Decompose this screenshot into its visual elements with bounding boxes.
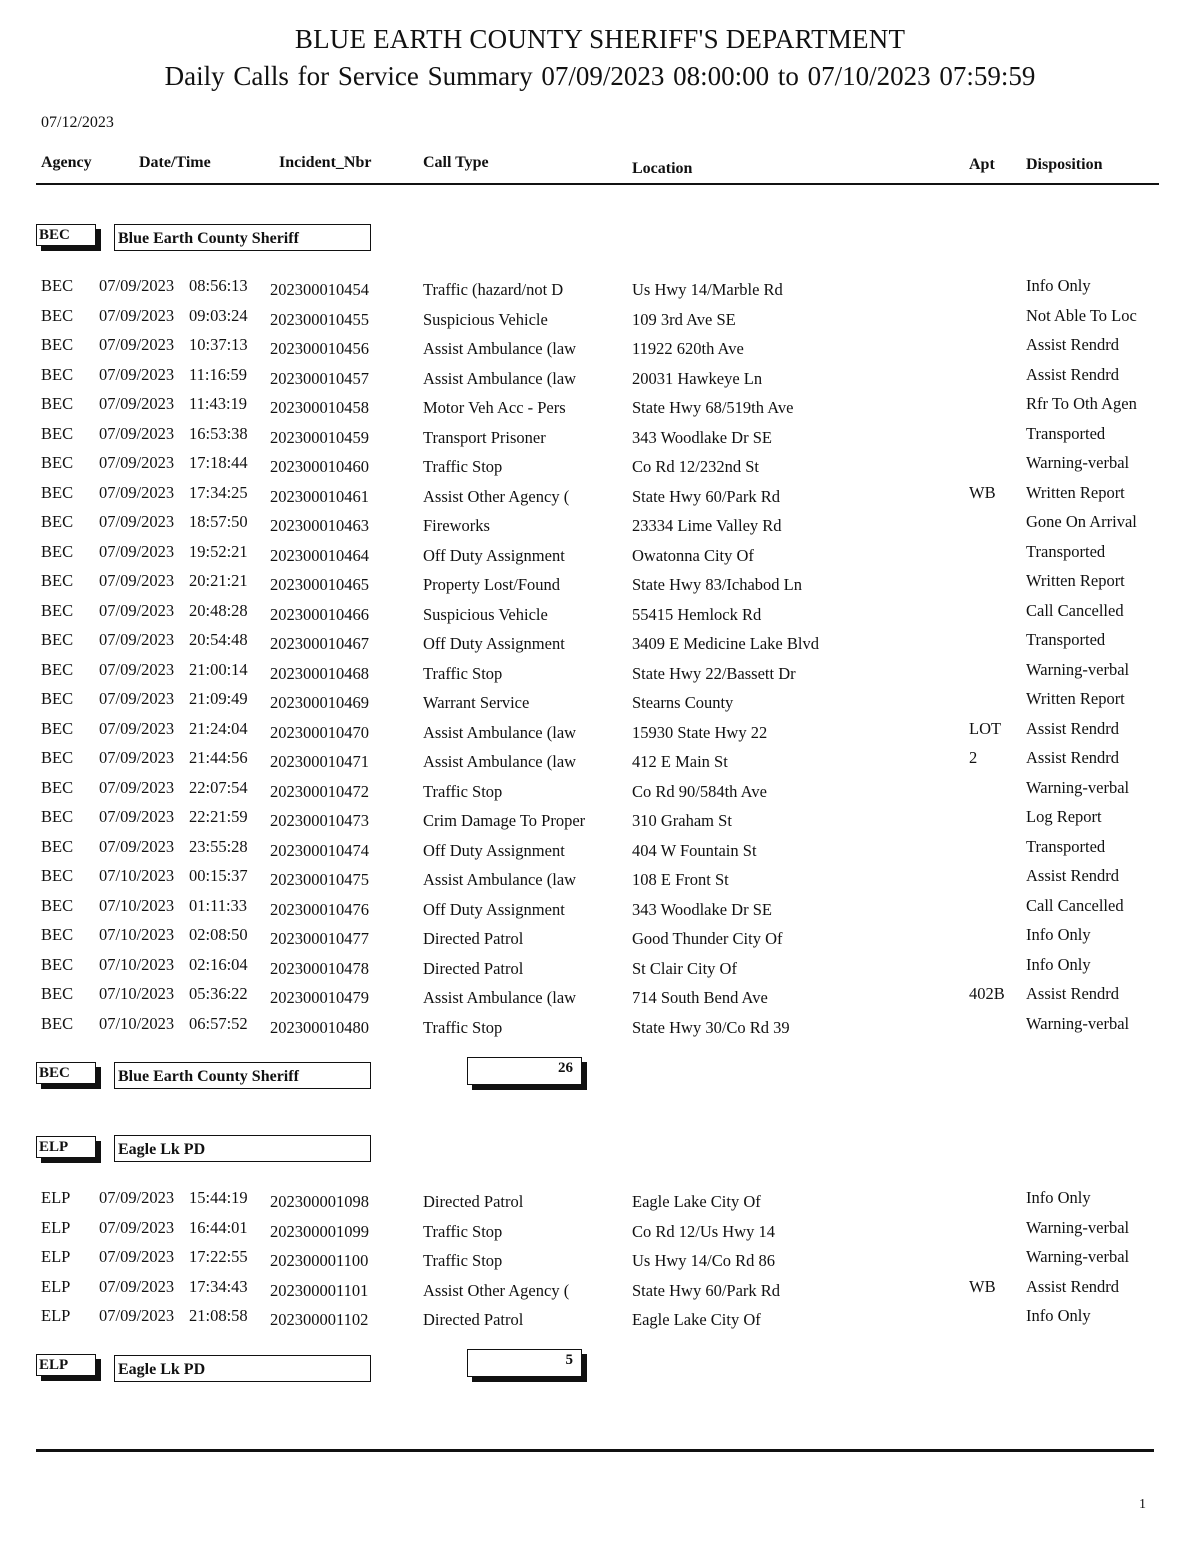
cell-disposition: Log Report — [1026, 807, 1102, 826]
cell-incident: 202300010467 — [270, 634, 369, 653]
cell-call-type: Assist Other Agency ( — [423, 1280, 570, 1300]
cell-location: State Hwy 60/Park Rd — [632, 1280, 781, 1300]
cell-agency: BEC — [41, 895, 74, 915]
cell-time: 21:00:14 — [189, 659, 248, 679]
cell-disposition: Assist Rendrd — [1026, 866, 1120, 885]
cell-call-type: Transport Prisoner — [423, 427, 546, 447]
cell-incident: 202300010463 — [270, 516, 369, 535]
cell-incident: 202300010454 — [270, 280, 369, 299]
cell-call-type: Fireworks — [423, 516, 490, 535]
cell-incident: 202300010474 — [270, 840, 369, 860]
report-title: BLUE EARTH COUNTY SHERIFF'S DEPARTMENT — [294, 24, 906, 54]
cell-date: 07/09/2023 — [99, 541, 175, 561]
cell-time: 21:08:58 — [189, 1306, 248, 1325]
cell-location: State Hwy 68/519th Ave — [632, 398, 794, 417]
cell-time: 15:44:19 — [189, 1188, 248, 1207]
cell-disposition: Info Only — [1026, 954, 1091, 974]
cell-location: Eagle Lake City Of — [632, 1192, 761, 1211]
cell-incident: 202300010472 — [270, 781, 369, 801]
table-row — [0, 1188, 1200, 1217]
cell-incident: 202300010461 — [270, 486, 369, 506]
cell-location: 714 South Bend Ave — [632, 988, 768, 1007]
cell-agency: BEC — [41, 866, 74, 885]
cell-call-type: Traffic Stop — [423, 663, 503, 683]
cell-date: 07/10/2023 — [99, 984, 175, 1003]
cell-time: 21:24:04 — [189, 718, 248, 738]
cell-disposition: Not Able To Loc — [1026, 305, 1137, 325]
cell-location: Co Rd 90/584th Ave — [632, 781, 767, 801]
table-row — [0, 424, 1200, 453]
cell-location: 343 Woodlake Dr SE — [632, 427, 772, 447]
cell-date: 07/09/2023 — [99, 689, 175, 708]
cell-incident: 202300001099 — [270, 1221, 369, 1241]
cell-time: 11:43:19 — [189, 394, 248, 413]
cell-date: 07/09/2023 — [99, 836, 175, 856]
cell-location: Co Rd 12/232nd St — [632, 457, 759, 476]
cell-call-type: Suspicious Vehicle — [423, 309, 548, 329]
cell-call-type: Directed Patrol — [423, 1192, 524, 1211]
cell-location: 23334 Lime Valley Rd — [632, 516, 782, 535]
cell-call-type: Crim Damage To Proper — [423, 811, 586, 830]
cell-location: St Clair City Of — [632, 958, 737, 978]
cell-disposition: Gone On Arrival — [1026, 512, 1137, 531]
cell-agency: BEC — [41, 1013, 74, 1033]
cell-time: 00:15:37 — [189, 866, 248, 885]
cell-date: 07/09/2023 — [99, 718, 175, 738]
cell-location: Good Thunder City Of — [632, 929, 783, 948]
cell-incident: 202300010460 — [270, 457, 369, 476]
cell-call-type: Off Duty Assignment — [423, 634, 565, 653]
cell-agency: BEC — [41, 482, 74, 502]
cell-disposition: Warning-verbal — [1026, 659, 1130, 679]
cell-incident: 202300010458 — [270, 398, 369, 417]
cell-location: Us Hwy 14/Marble Rd — [632, 280, 783, 299]
cell-time: 17:34:25 — [189, 482, 248, 502]
cell-time: 17:22:55 — [189, 1247, 248, 1266]
cell-incident: 202300010480 — [270, 1017, 369, 1037]
cell-disposition: Assist Rendrd — [1026, 748, 1120, 767]
table-row — [0, 837, 1200, 866]
cell-agency: BEC — [41, 954, 74, 974]
cell-location: State Hwy 83/Ichabod Ln — [632, 575, 803, 594]
cell-agency: BEC — [41, 571, 74, 590]
cell-time: 02:08:50 — [189, 925, 248, 944]
table-row — [0, 984, 1200, 1013]
cell-disposition: Info Only — [1026, 1188, 1091, 1207]
cell-time: 21:09:49 — [189, 689, 248, 708]
cell-call-type: Traffic Stop — [423, 781, 503, 801]
cell-time: 16:53:38 — [189, 423, 248, 443]
table-row — [0, 365, 1200, 394]
table-row — [0, 394, 1200, 423]
cell-time: 09:03:24 — [189, 305, 248, 325]
cell-time: 02:16:04 — [189, 954, 248, 974]
cell-agency: BEC — [41, 276, 74, 295]
cell-call-type: Assist Ambulance (law — [423, 870, 577, 889]
cell-incident: 202300010457 — [270, 368, 369, 388]
cell-call-type: Traffic Stop — [423, 1017, 503, 1037]
cell-date: 07/09/2023 — [99, 423, 175, 443]
cell-agency: ELP — [41, 1306, 71, 1325]
column-header-call-type: Call Type — [423, 154, 489, 171]
cell-date: 07/09/2023 — [99, 659, 175, 679]
cell-disposition: Warning-verbal — [1026, 1247, 1130, 1266]
cell-agency: ELP — [41, 1217, 71, 1237]
cell-disposition: Warning-verbal — [1026, 1217, 1130, 1237]
cell-time: 01:11:33 — [189, 895, 248, 915]
cell-call-type: Off Duty Assignment — [423, 899, 565, 919]
cell-date: 07/10/2023 — [99, 895, 175, 915]
header-divider — [36, 183, 1159, 185]
cell-location: 3409 E Medicine Lake Blvd — [632, 634, 819, 653]
cell-agency: BEC — [41, 453, 74, 472]
cell-date: 07/09/2023 — [99, 1306, 175, 1325]
cell-disposition: Assist Rendrd — [1026, 984, 1120, 1003]
cell-time: 18:57:50 — [189, 512, 248, 531]
cell-call-type: Directed Patrol — [423, 929, 524, 948]
cell-incident: 202300010477 — [270, 929, 369, 948]
cell-location: 108 E Front St — [632, 870, 729, 889]
table-row — [0, 896, 1200, 925]
cell-call-type: Assist Ambulance (law — [423, 339, 577, 358]
cell-call-type: Assist Ambulance (law — [423, 988, 577, 1007]
cell-agency: BEC — [41, 718, 74, 738]
cell-disposition: Rfr To Oth Agen — [1026, 394, 1137, 413]
table-row — [0, 748, 1200, 777]
cell-incident: 202300010475 — [270, 870, 369, 889]
column-header-apt: Apt — [969, 156, 995, 173]
cell-call-type: Assist Ambulance (law — [423, 722, 577, 742]
cell-date: 07/10/2023 — [99, 866, 175, 885]
report-subtitle: Daily Calls for Service Summary 07/09/2023 08:00:00 to 07/10/2023 07:59:59 — [164, 61, 1036, 91]
cell-date: 07/10/2023 — [99, 954, 175, 974]
cell-apt: WB — [969, 1276, 996, 1296]
cell-call-type: Motor Veh Acc - Pers — [423, 398, 566, 417]
cell-call-type: Property Lost/Found — [423, 575, 561, 594]
cell-incident: 202300010473 — [270, 811, 369, 830]
cell-agency: BEC — [41, 984, 74, 1003]
table-row — [0, 630, 1200, 659]
cell-call-type: Off Duty Assignment — [423, 840, 565, 860]
cell-incident: 202300001100 — [270, 1251, 369, 1270]
cell-disposition: Transported — [1026, 630, 1106, 649]
cell-disposition: Transported — [1026, 836, 1106, 856]
cell-disposition: Written Report — [1026, 482, 1125, 502]
cell-time: 05:36:22 — [189, 984, 248, 1003]
table-row — [0, 512, 1200, 541]
cell-location: Eagle Lake City Of — [632, 1310, 761, 1329]
cell-disposition: Call Cancelled — [1026, 895, 1124, 915]
bottom-divider — [36, 1449, 1154, 1452]
cell-incident: 202300010464 — [270, 545, 369, 565]
cell-location: State Hwy 30/Co Rd 39 — [632, 1017, 790, 1037]
cell-disposition: Assist Rendrd — [1026, 364, 1120, 384]
cell-location: Stearns County — [632, 693, 734, 712]
cell-call-type: Traffic Stop — [423, 1251, 503, 1270]
cell-date: 07/09/2023 — [99, 1188, 175, 1207]
cell-time: 11:16:59 — [189, 364, 248, 384]
cell-location: Co Rd 12/Us Hwy 14 — [632, 1221, 776, 1241]
cell-call-type: Traffic Stop — [423, 457, 503, 476]
cell-disposition: Warning-verbal — [1026, 453, 1130, 472]
cell-call-type: Assist Ambulance (law — [423, 752, 577, 771]
table-row — [0, 1014, 1200, 1043]
table-row — [0, 689, 1200, 718]
cell-apt: 2 — [969, 748, 978, 767]
table-row — [0, 719, 1200, 748]
cell-time: 21:44:56 — [189, 748, 248, 767]
cell-location: 15930 State Hwy 22 — [632, 722, 768, 742]
cell-agency: BEC — [41, 305, 74, 325]
cell-incident: 202300010478 — [270, 958, 369, 978]
table-row — [0, 660, 1200, 689]
cell-call-type: Traffic Stop — [423, 1221, 503, 1241]
cell-location: Owatonna City Of — [632, 545, 754, 565]
cell-time: 22:21:59 — [189, 807, 248, 826]
cell-disposition: Warning-verbal — [1026, 777, 1130, 797]
cell-incident: 202300010465 — [270, 575, 369, 594]
cell-disposition: Info Only — [1026, 1306, 1091, 1325]
group-footer-name-box: Eagle Lk PD — [114, 1355, 371, 1382]
cell-call-type: Warrant Service — [423, 693, 530, 712]
cell-incident: 202300010456 — [270, 339, 369, 358]
cell-incident: 202300001101 — [270, 1280, 369, 1300]
cell-date: 07/09/2023 — [99, 364, 175, 384]
group-name-box: Blue Earth County Sheriff — [114, 224, 371, 251]
cell-agency: BEC — [41, 689, 74, 708]
cell-date: 07/09/2023 — [99, 600, 175, 620]
cell-time: 17:34:43 — [189, 1276, 248, 1296]
group-footer-name-box: Blue Earth County Sheriff — [114, 1062, 371, 1089]
cell-location: 55415 Hemlock Rd — [632, 604, 762, 624]
table-row — [0, 483, 1200, 512]
cell-date: 07/09/2023 — [99, 807, 175, 826]
cell-date: 07/09/2023 — [99, 453, 175, 472]
cell-incident: 202300010468 — [270, 663, 369, 683]
cell-location: State Hwy 60/Park Rd — [632, 486, 781, 506]
cell-agency: BEC — [41, 777, 74, 797]
group-name-box: Eagle Lk PD — [114, 1135, 371, 1162]
cell-disposition: Transported — [1026, 541, 1106, 561]
cell-date: 07/09/2023 — [99, 394, 175, 413]
group-code-box: BEC — [36, 224, 96, 246]
cell-agency: BEC — [41, 394, 74, 413]
cell-incident: 202300010479 — [270, 988, 369, 1007]
cell-incident: 202300010470 — [270, 722, 369, 742]
cell-location: 310 Graham St — [632, 811, 732, 830]
table-row — [0, 276, 1200, 305]
table-row — [0, 1218, 1200, 1247]
cell-agency: BEC — [41, 807, 74, 826]
cell-location: 20031 Hawkeye Ln — [632, 368, 763, 388]
table-row — [0, 306, 1200, 335]
page-number: 1 — [1139, 1497, 1146, 1512]
cell-time: 16:44:01 — [189, 1217, 248, 1237]
cell-date: 07/09/2023 — [99, 512, 175, 531]
cell-apt: LOT — [969, 718, 1002, 738]
group-footer-code-box: ELP — [36, 1354, 96, 1376]
cell-agency: BEC — [41, 512, 74, 531]
column-header-datetime: Date/Time — [139, 154, 211, 171]
cell-agency: ELP — [41, 1188, 71, 1207]
table-row — [0, 1247, 1200, 1276]
cell-agency: BEC — [41, 925, 74, 944]
cell-location: State Hwy 22/Bassett Dr — [632, 663, 796, 683]
cell-disposition: Info Only — [1026, 276, 1091, 295]
cell-date: 07/09/2023 — [99, 777, 175, 797]
cell-time: 20:48:28 — [189, 600, 248, 620]
cell-time: 20:54:48 — [189, 630, 248, 649]
cell-apt: WB — [969, 482, 996, 502]
cell-incident: 202300010471 — [270, 752, 369, 771]
cell-location: 412 E Main St — [632, 752, 728, 771]
table-row — [0, 571, 1200, 600]
cell-location: 404 W Fountain St — [632, 840, 757, 860]
cell-incident: 202300001102 — [270, 1310, 369, 1329]
table-row — [0, 955, 1200, 984]
cell-agency: BEC — [41, 659, 74, 679]
cell-disposition: Info Only — [1026, 925, 1091, 944]
cell-incident: 202300010469 — [270, 693, 369, 712]
cell-incident: 202300010476 — [270, 899, 369, 919]
table-row — [0, 453, 1200, 482]
cell-disposition: Assist Rendrd — [1026, 1276, 1120, 1296]
table-row — [0, 601, 1200, 630]
cell-date: 07/09/2023 — [99, 1276, 175, 1296]
cell-time: 06:57:52 — [189, 1013, 248, 1033]
cell-disposition: Written Report — [1026, 689, 1125, 708]
cell-date: 07/09/2023 — [99, 276, 175, 295]
cell-call-type: Directed Patrol — [423, 958, 524, 978]
column-header-incident: Incident_Nbr — [279, 154, 372, 171]
cell-incident: 202300010466 — [270, 604, 369, 624]
table-row — [0, 335, 1200, 364]
cell-date: 07/09/2023 — [99, 1247, 175, 1266]
cell-agency: BEC — [41, 600, 74, 620]
cell-location: Us Hwy 14/Co Rd 86 — [632, 1251, 776, 1270]
cell-time: 10:37:13 — [189, 335, 248, 354]
cell-date: 07/09/2023 — [99, 630, 175, 649]
table-row — [0, 1306, 1200, 1335]
table-row — [0, 1277, 1200, 1306]
cell-disposition: Warning-verbal — [1026, 1013, 1130, 1033]
cell-disposition: Written Report — [1026, 571, 1125, 590]
cell-disposition: Assist Rendrd — [1026, 335, 1120, 354]
cell-call-type: Suspicious Vehicle — [423, 604, 548, 624]
cell-time: 08:56:13 — [189, 276, 248, 295]
cell-incident: 202300010455 — [270, 309, 369, 329]
cell-date: 07/10/2023 — [99, 1013, 175, 1033]
cell-call-type: Directed Patrol — [423, 1310, 524, 1329]
group-count-box: 26 — [467, 1057, 582, 1085]
cell-time: 23:55:28 — [189, 836, 248, 856]
cell-time: 20:21:21 — [189, 571, 248, 590]
table-row — [0, 807, 1200, 836]
cell-date: 07/09/2023 — [99, 748, 175, 767]
cell-agency: ELP — [41, 1247, 71, 1266]
cell-date: 07/09/2023 — [99, 571, 175, 590]
cell-agency: BEC — [41, 423, 74, 443]
cell-agency: BEC — [41, 630, 74, 649]
cell-apt: 402B — [969, 984, 1005, 1003]
cell-time: 19:52:21 — [189, 541, 248, 561]
cell-call-type: Off Duty Assignment — [423, 545, 565, 565]
cell-agency: BEC — [41, 364, 74, 384]
group-footer-code-box: BEC — [36, 1062, 96, 1084]
table-row — [0, 542, 1200, 571]
cell-agency: BEC — [41, 836, 74, 856]
cell-date: 07/09/2023 — [99, 335, 175, 354]
cell-incident: 202300001098 — [270, 1192, 369, 1211]
cell-date: 07/09/2023 — [99, 482, 175, 502]
table-row — [0, 778, 1200, 807]
cell-disposition: Assist Rendrd — [1026, 718, 1120, 738]
cell-time: 17:18:44 — [189, 453, 248, 472]
cell-incident: 202300010459 — [270, 427, 369, 447]
cell-date: 07/09/2023 — [99, 1217, 175, 1237]
cell-disposition: Call Cancelled — [1026, 600, 1124, 620]
cell-call-type: Traffic (hazard/not D — [423, 280, 564, 299]
table-row — [0, 866, 1200, 895]
cell-location: 11922 620th Ave — [632, 339, 744, 358]
cell-location: 109 3rd Ave SE — [632, 309, 736, 329]
column-header-location: Location — [632, 160, 693, 177]
cell-agency: BEC — [41, 335, 74, 354]
cell-agency: BEC — [41, 748, 74, 767]
cell-date: 07/10/2023 — [99, 925, 175, 944]
cell-call-type: Assist Other Agency ( — [423, 486, 570, 506]
cell-location: 343 Woodlake Dr SE — [632, 899, 772, 919]
cell-call-type: Assist Ambulance (law — [423, 368, 577, 388]
cell-time: 22:07:54 — [189, 777, 248, 797]
cell-agency: ELP — [41, 1276, 71, 1296]
cell-date: 07/09/2023 — [99, 305, 175, 325]
cell-agency: BEC — [41, 541, 74, 561]
group-code-box: ELP — [36, 1136, 96, 1158]
column-header-agency: Agency — [41, 154, 92, 171]
cell-disposition: Transported — [1026, 423, 1106, 443]
table-row — [0, 925, 1200, 954]
column-header-disposition: Disposition — [1026, 156, 1103, 173]
group-count-box: 5 — [467, 1349, 582, 1377]
print-date: 07/12/2023 — [41, 114, 114, 131]
